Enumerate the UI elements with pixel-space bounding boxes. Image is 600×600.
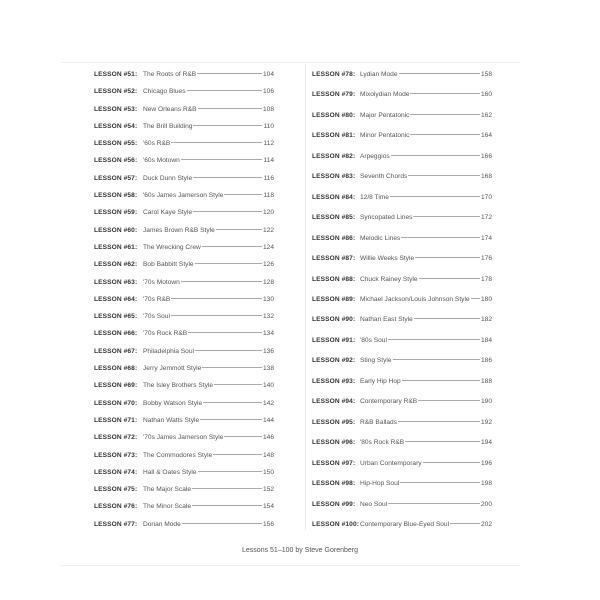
toc-right-column	[312, 69, 492, 531]
toc-entry[interactable]	[94, 398, 274, 410]
dot-leader	[408, 175, 480, 176]
dot-leader	[202, 246, 262, 247]
dot-leader	[388, 339, 480, 340]
lesson-title: 12/8 Time	[360, 193, 389, 201]
dot-leader	[195, 263, 262, 264]
dot-leader	[410, 93, 480, 94]
dot-leader	[419, 278, 480, 279]
toc-entry[interactable]	[94, 328, 274, 340]
lesson-title: Chicago Blues	[143, 88, 186, 96]
lesson-title: Early Hip Hop	[360, 377, 401, 385]
dot-leader	[171, 298, 262, 299]
toc-entry[interactable]	[312, 417, 492, 429]
toc-entry[interactable]	[94, 69, 274, 81]
lesson-title: Jerry Jemmott Style	[143, 365, 202, 373]
page-number: 190	[480, 398, 492, 406]
lesson-title: Philadelphia Soul	[143, 347, 194, 355]
page-number: 162	[480, 111, 492, 119]
lesson-title: Bob Babbitt Style	[143, 261, 194, 269]
lesson-number: LESSON #96:	[312, 439, 356, 447]
toc-entry[interactable]	[94, 259, 274, 271]
lesson-title: Syncopated Lines	[360, 214, 413, 222]
page-number: 134	[262, 330, 274, 338]
dot-leader	[188, 332, 262, 333]
dot-leader	[216, 229, 262, 230]
lesson-title: Melodic Lines	[360, 234, 401, 242]
lesson-number: LESSON #80:	[312, 111, 356, 119]
lesson-title: The Minor Scale	[143, 503, 192, 511]
lesson-number: LESSON #52:	[94, 88, 138, 96]
lesson-number: LESSON #54:	[94, 122, 138, 130]
lesson-number: LESSON #73:	[94, 451, 138, 459]
dot-leader	[224, 436, 262, 437]
page-number: 170	[480, 193, 492, 201]
page-number: 132	[262, 313, 274, 321]
dot-leader	[214, 384, 262, 385]
page-number: 104	[262, 71, 274, 78]
toc-entry[interactable]	[312, 69, 492, 81]
lesson-number: LESSON #68:	[94, 365, 138, 373]
lesson-number: LESSON #87:	[312, 255, 356, 263]
toc-entry[interactable]	[312, 89, 492, 101]
lesson-number: LESSON #88:	[312, 275, 356, 283]
page-number: 114	[263, 157, 274, 165]
toc-entry[interactable]	[312, 192, 492, 204]
toc-entry[interactable]	[94, 190, 274, 202]
toc-entry[interactable]	[312, 233, 492, 245]
lesson-title: '70s Motown	[143, 278, 180, 286]
lesson-number: LESSON #85:	[312, 214, 356, 222]
lesson-title: '80s Rock R&B	[360, 439, 405, 447]
dot-leader	[198, 108, 262, 109]
page-number: 120	[262, 209, 274, 217]
page-number: 108	[262, 105, 274, 113]
toc-entry[interactable]	[94, 467, 274, 479]
lesson-number: LESSON #100:	[312, 520, 360, 528]
dot-leader	[193, 177, 262, 178]
lesson-title: '70s James Jamerson Style	[143, 434, 224, 442]
toc-entry[interactable]	[312, 171, 492, 183]
lesson-title: Hall & Oates Style	[143, 468, 197, 476]
page-number: 178	[480, 275, 492, 283]
lesson-title: Major Pentatonic	[360, 111, 410, 119]
page-number: 140	[262, 382, 274, 390]
toc-entry[interactable]	[94, 311, 274, 323]
dot-leader	[187, 90, 262, 91]
lesson-number: LESSON #81:	[312, 132, 356, 140]
lesson-number: LESSON #66:	[94, 330, 138, 338]
toc-entry[interactable]	[94, 277, 274, 289]
lesson-number: LESSON #64:	[94, 295, 138, 303]
lesson-title: '70s Rock R&B	[143, 330, 188, 338]
lesson-number: LESSON #62:	[94, 261, 138, 269]
page-number: 202	[480, 520, 492, 528]
toc-entry[interactable]	[312, 212, 492, 224]
lesson-number: LESSON #77:	[94, 520, 138, 528]
lesson-title: Urban Contemporary	[360, 459, 422, 467]
dot-leader	[192, 488, 262, 489]
top-rule	[60, 62, 520, 63]
toc-entry[interactable]	[94, 519, 274, 531]
lesson-title: Michael Jackson/Louis Johnson Style	[360, 295, 470, 303]
dot-leader	[413, 216, 480, 217]
lesson-number: LESSON #51:	[94, 71, 138, 78]
dot-leader	[200, 419, 262, 420]
page-number: 196	[480, 459, 492, 467]
page-number: 192	[480, 418, 492, 426]
page-number: 144	[262, 416, 274, 424]
lesson-title: Neo Soul	[360, 500, 388, 508]
dot-leader	[171, 142, 262, 143]
page-number: 116	[263, 174, 274, 182]
dot-leader	[181, 281, 262, 282]
lesson-number: LESSON #58:	[94, 192, 138, 200]
page-number: 146	[262, 434, 274, 442]
lesson-number: LESSON #55:	[94, 140, 138, 148]
toc-entry[interactable]	[94, 346, 274, 358]
lesson-number: LESSON #82:	[312, 152, 356, 160]
page-number: 112	[263, 140, 274, 148]
page-footer: Lessons 51–100 by Steve Gorenberg	[242, 547, 358, 554]
toc-entry[interactable]	[312, 519, 492, 531]
toc-entry[interactable]	[312, 335, 492, 347]
lesson-number: LESSON #94:	[312, 398, 356, 406]
bottom-rule	[60, 565, 520, 566]
lesson-title: Chuck Rainey Style	[360, 275, 418, 283]
lesson-number: LESSON #86:	[312, 234, 356, 242]
toc-entry[interactable]	[94, 294, 274, 306]
column-divider	[305, 64, 306, 530]
toc-entry[interactable]	[94, 173, 274, 185]
page-number: 118	[263, 192, 274, 200]
lesson-number: LESSON #53:	[94, 105, 138, 113]
toc-entry[interactable]	[94, 207, 274, 219]
lesson-title: The Wrecking Crew	[143, 243, 201, 251]
page-number: 138	[262, 365, 274, 373]
toc-entry[interactable]	[312, 499, 492, 511]
lesson-number: LESSON #89:	[312, 295, 356, 303]
dot-leader	[410, 134, 480, 135]
toc-entry[interactable]	[94, 155, 274, 167]
lesson-title: '60s James Jamerson Style	[143, 192, 224, 200]
lesson-number: LESSON #90:	[312, 316, 356, 324]
lesson-number: LESSON #97:	[312, 459, 356, 467]
dot-leader	[198, 471, 262, 472]
lesson-title: '60s R&B	[143, 140, 171, 148]
lesson-number: LESSON #74:	[94, 468, 138, 476]
toc-entry[interactable]	[94, 415, 274, 427]
page-number: 200	[480, 500, 492, 508]
lesson-number: LESSON #56:	[94, 157, 138, 165]
lesson-title: Arpeggios	[360, 152, 390, 160]
dot-leader	[182, 523, 262, 524]
toc-entry[interactable]	[312, 437, 492, 449]
dot-leader	[202, 367, 262, 368]
page-number: 124	[262, 243, 274, 251]
page-number: 156	[262, 520, 274, 528]
page-number: 158	[480, 71, 492, 78]
dot-leader	[390, 196, 480, 197]
dot-leader	[195, 350, 262, 351]
page-number: 154	[262, 503, 274, 511]
lesson-number: LESSON #99:	[312, 500, 356, 508]
dot-leader	[192, 505, 262, 506]
toc-entry[interactable]	[94, 501, 274, 513]
lesson-title: The Major Scale	[143, 486, 192, 494]
dot-leader	[193, 211, 262, 212]
toc-entry[interactable]	[312, 151, 492, 163]
lesson-title: New Orleans R&B	[143, 105, 197, 113]
lesson-title: '60s Motown	[143, 157, 180, 165]
toc-entry[interactable]	[312, 130, 492, 142]
lesson-number: LESSON #83:	[312, 173, 356, 181]
page-number: 184	[480, 336, 492, 344]
page-number: 142	[262, 399, 274, 407]
toc-entry[interactable]	[94, 138, 274, 150]
toc-entry[interactable]	[312, 396, 492, 408]
toc-entry[interactable]	[94, 432, 274, 444]
toc-entry[interactable]	[312, 478, 492, 490]
lesson-title: The Commodores Style	[143, 451, 213, 459]
page-number: 148	[262, 451, 274, 459]
lesson-title: Carol Kaye Style	[143, 209, 193, 217]
lesson-number: LESSON #76:	[94, 503, 138, 511]
page-number: 164	[480, 132, 492, 140]
toc-entry[interactable]	[312, 355, 492, 367]
lesson-number: LESSON #93:	[312, 377, 356, 385]
dot-leader	[197, 73, 262, 74]
lesson-number: LESSON #59:	[94, 209, 138, 217]
lesson-title: James Brown R&B Style	[143, 226, 215, 234]
dot-leader	[401, 237, 480, 238]
lesson-number: LESSON #78:	[312, 71, 356, 78]
page-number: 198	[480, 480, 492, 488]
dot-leader	[410, 114, 480, 115]
page-number: 160	[480, 91, 492, 99]
toc-entry[interactable]	[312, 274, 492, 286]
lesson-title: Lydian Mode	[360, 71, 398, 78]
dot-leader	[193, 125, 262, 126]
dot-leader	[405, 441, 480, 442]
lesson-title: Nathan Watts Style	[143, 416, 200, 424]
lesson-number: LESSON #95:	[312, 418, 356, 426]
page-number: 152	[262, 486, 274, 494]
toc-entry[interactable]	[312, 376, 492, 388]
page-number: 182	[480, 316, 492, 324]
page-number: 172	[480, 214, 492, 222]
lesson-number: LESSON #98:	[312, 480, 356, 488]
page-number: 166	[480, 152, 492, 160]
lesson-number: LESSON #57:	[94, 174, 138, 182]
dot-leader	[391, 155, 480, 156]
dot-leader	[224, 194, 262, 195]
lesson-number: LESSON #75:	[94, 486, 138, 494]
lesson-title: Hip-Hop Soul	[360, 480, 400, 488]
dot-leader	[450, 523, 480, 524]
toc-entry[interactable]	[94, 121, 274, 133]
dot-leader	[402, 380, 480, 381]
dot-leader	[414, 318, 480, 319]
page-number: 194	[480, 439, 492, 447]
lesson-title: Bobby Watson Style	[143, 399, 203, 407]
lesson-title: '70s Soul	[143, 313, 170, 321]
page-number: 128	[262, 278, 274, 286]
lesson-title: Dorian Mode	[143, 520, 181, 528]
toc-entry[interactable]	[94, 380, 274, 392]
toc-entry[interactable]	[312, 110, 492, 122]
lesson-title: '70s R&B	[143, 295, 171, 303]
dot-leader	[471, 298, 480, 299]
lesson-number: LESSON #72:	[94, 434, 138, 442]
toc-entry[interactable]	[94, 363, 274, 375]
lesson-title: R&B Ballads	[360, 418, 398, 426]
lesson-title: The Roots of R&B	[143, 71, 197, 78]
lesson-number: LESSON #91:	[312, 336, 356, 344]
lesson-title: Sting Style	[360, 357, 392, 365]
lesson-number: LESSON #69:	[94, 382, 138, 390]
lesson-title: The Brill Building	[143, 122, 193, 130]
toc-entry[interactable]	[312, 294, 492, 306]
page-number: 168	[480, 173, 492, 181]
toc-entry[interactable]	[94, 86, 274, 98]
lesson-title: '80s Soul	[360, 336, 387, 344]
toc-entry[interactable]	[94, 104, 274, 116]
dot-leader	[213, 454, 262, 455]
page-number: 136	[262, 347, 274, 355]
lesson-title: Contemporary Blue-Eyed Soul	[360, 520, 450, 528]
dot-leader	[415, 257, 480, 258]
page-number: 186	[480, 357, 492, 365]
dot-leader	[423, 462, 480, 463]
lesson-number: LESSON #60:	[94, 226, 138, 234]
toc-entry[interactable]	[312, 458, 492, 470]
dot-leader	[418, 400, 480, 401]
page-number: 122	[262, 226, 274, 234]
page-number: 126	[262, 261, 274, 269]
lesson-number: LESSON #63:	[94, 278, 138, 286]
page-number: 176	[480, 255, 492, 263]
toc-entry[interactable]	[312, 253, 492, 265]
lesson-title: Contemporary R&B	[360, 398, 418, 406]
toc-left-column	[94, 69, 274, 531]
lesson-number: LESSON #84:	[312, 193, 356, 201]
lesson-number: LESSON #92:	[312, 357, 356, 365]
toc-entry[interactable]	[94, 484, 274, 496]
lesson-title: Nathan East Style	[360, 316, 413, 324]
page-number: 130	[262, 295, 274, 303]
lesson-number: LESSON #61:	[94, 243, 138, 251]
page-number: 180	[480, 295, 492, 303]
dot-leader	[181, 159, 263, 160]
lesson-number: LESSON #71:	[94, 416, 138, 424]
dot-leader	[388, 503, 480, 504]
lesson-title: Minor Pentatonic	[360, 132, 410, 140]
lesson-number: LESSON #79:	[312, 91, 356, 99]
page-number: 150	[262, 468, 274, 476]
dot-leader	[398, 421, 480, 422]
lesson-title: The Isley Brothers Style	[143, 382, 213, 390]
lesson-title: Mixolydian Mode	[360, 91, 410, 99]
toc-entry[interactable]	[312, 314, 492, 326]
dot-leader	[400, 482, 480, 483]
toc-entry[interactable]	[94, 242, 274, 254]
page-number: 174	[480, 234, 492, 242]
page-number: 106	[262, 88, 274, 96]
lesson-number: LESSON #67:	[94, 347, 138, 355]
page-number: 188	[480, 377, 492, 385]
lesson-title: Duck Dunn Style	[143, 174, 193, 182]
dot-leader	[203, 402, 262, 403]
dot-leader	[171, 315, 262, 316]
lesson-title: Seventh Chords	[360, 173, 408, 181]
lesson-number: LESSON #65:	[94, 313, 138, 321]
lesson-title: Willie Weeks Style	[360, 255, 415, 263]
lesson-number: LESSON #70:	[94, 399, 138, 407]
page-number: 110	[263, 122, 274, 130]
toc-entry[interactable]	[94, 225, 274, 237]
dot-leader	[399, 73, 480, 74]
dot-leader	[393, 359, 480, 360]
toc-entry[interactable]	[94, 450, 274, 462]
